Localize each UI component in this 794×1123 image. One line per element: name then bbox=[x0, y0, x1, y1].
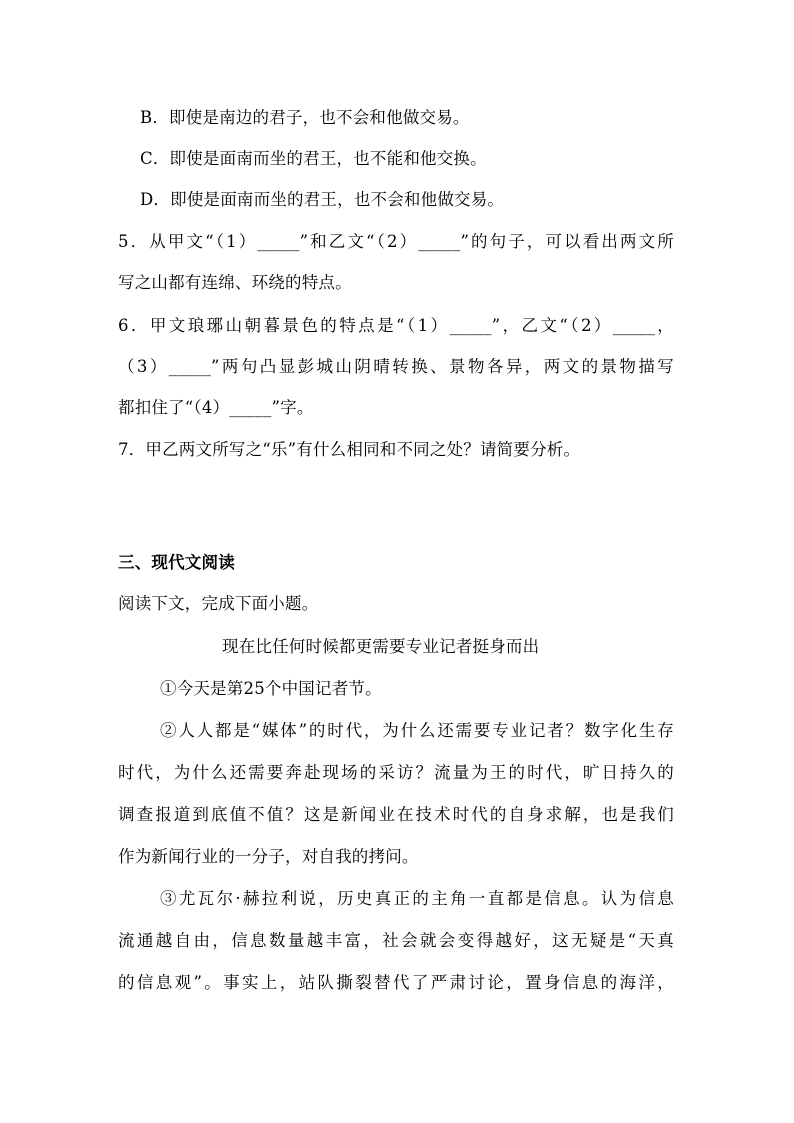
question-5-line-1: 5．从甲文“（1）_____”和乙文“（2）_____”的句子，可以看出两文所 bbox=[118, 232, 674, 251]
question-5-line-2: 写之山都有连绵、环绕的特点。 bbox=[118, 273, 352, 292]
article-title: 现在比任何时候都更需要专业记者挺身而出 bbox=[222, 637, 540, 656]
question-6-line-2: （3）_____”两句凸显彭城山阴晴转换、景物各异，两文的景物描写 bbox=[118, 357, 674, 376]
paragraph-3-line-2: 流通越自由，信息数量越丰富，社会就会变得越好，这无疑是“天真 bbox=[118, 931, 674, 950]
question-6-line-3: 都扣住了“（4）_____”字。 bbox=[118, 398, 314, 417]
paragraph-2-line-1: ②人人都是“媒体”的时代，为什么还需要专业记者？数字化生存 bbox=[160, 721, 674, 740]
paragraph-2-line-2: 时代，为什么还需要奔赴现场的采访？流量为王的时代，旷日持久的 bbox=[118, 763, 674, 782]
option-c: C．即使是面南而坐的君王，也不能和他交换。 bbox=[140, 149, 487, 168]
question-6-line-1: 6．甲文琅琊山朝暮景色的特点是“（1）_____”，乙文“（2）_____， bbox=[118, 316, 674, 335]
paragraph-2-line-3: 调查报道到底值不值？这是新闻业在技术时代的自身求解，也是我们 bbox=[118, 805, 674, 824]
paragraph-3-line-3: 的信息观”。事实上，站队撕裂替代了严肃讨论，置身信息的海洋， bbox=[118, 973, 674, 992]
option-d: D．即使是面南而坐的君王，也不会和他做交易。 bbox=[140, 190, 505, 209]
section-heading: 三、现代文阅读 bbox=[118, 553, 235, 572]
option-b: B．即使是南边的君子，也不会和他做交易。 bbox=[140, 108, 470, 127]
section-instruction: 阅读下文，完成下面小题。 bbox=[118, 594, 319, 613]
paragraph-3-line-1: ③尤瓦尔·赫拉利说，历史真正的主角一直都是信息。认为信息 bbox=[160, 889, 674, 908]
paragraph-1: ①今天是第25个中国记者节。 bbox=[160, 679, 382, 698]
paragraph-2-line-4: 作为新闻行业的一分子，对自我的拷问。 bbox=[118, 847, 419, 866]
question-7-line-1: 7．甲乙两文所写之“乐”有什么相同和不同之处？请简要分析。 bbox=[118, 440, 581, 459]
